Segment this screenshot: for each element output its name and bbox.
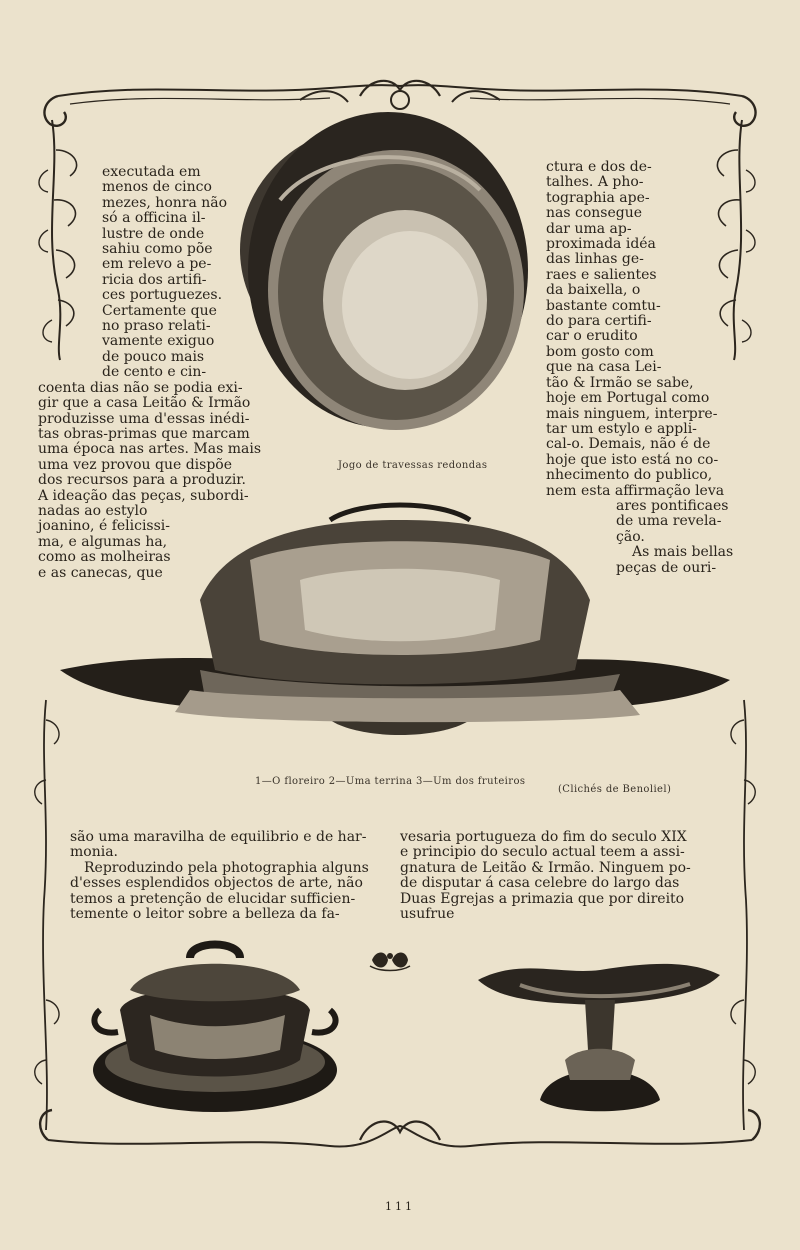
text-line: ricia dos artifi- <box>102 271 207 288</box>
text-line: só a officina il- <box>102 210 206 227</box>
text-line: proximada idéa <box>546 236 656 253</box>
text-line: sahiu como põe <box>102 241 213 258</box>
text-line: ctura e dos de- <box>546 159 652 175</box>
text-line: de disputar á casa celebre do largo das <box>400 875 680 892</box>
text-line: do para certifi- <box>546 313 652 330</box>
text-line: mezes, honra não <box>102 194 228 211</box>
text-line: que na casa Lei- <box>546 359 662 376</box>
text-line: As mais bellas <box>632 544 734 561</box>
text-line: vamente exiguo <box>102 333 215 350</box>
text-line: das linhas ge- <box>546 251 644 268</box>
text-line: nas consegue <box>546 205 643 222</box>
text-line: de pouco mais <box>102 348 205 365</box>
article-left-column <box>38 165 266 581</box>
text-line: de uma revela- <box>616 513 722 530</box>
text-line: tão & Irmão se sabe, <box>546 374 694 391</box>
text-line: car o erudito <box>546 328 638 345</box>
text-line: de cento e cin- <box>102 364 207 381</box>
text-line: Certamente que <box>102 302 217 319</box>
text-line: como as molheiras <box>38 549 171 566</box>
text-line: uma época nas artes. Mas mais <box>38 441 262 458</box>
text-line: tas obras-primas que marcam <box>38 425 250 442</box>
text-line: ção. <box>616 528 645 545</box>
text-line: uma vez provou que dispõe <box>38 456 233 473</box>
text-line: usufrue <box>400 906 455 923</box>
text-line: no praso relati- <box>102 318 211 335</box>
text-line: da baixella, o <box>546 282 641 299</box>
caption-platters: Jogo de travessas redondas <box>338 460 488 471</box>
text-line: joanino, é felicissi- <box>38 518 171 535</box>
page-number: 111 <box>385 1200 415 1213</box>
text-line: tar um estylo e appli- <box>546 420 697 437</box>
text-line: menos de cinco <box>102 179 212 196</box>
text-line: e as canecas, que <box>38 564 163 581</box>
text-line: dar uma ap- <box>546 220 632 237</box>
text-line: nhecimento do publico, <box>546 467 713 484</box>
text-line: hoje que isto está no co- <box>546 451 719 468</box>
text-line: temos a pretenção de elucidar sufficien- <box>70 890 356 907</box>
text-line: vesaria portugueza do fim do seculo XIX <box>400 829 687 845</box>
text-line: e principio do seculo actual teem a assi- <box>400 844 685 861</box>
text-line: Duas Egrejas a primazia que por direito <box>400 890 685 907</box>
text-line: hoje em Portugal como <box>546 390 710 407</box>
text-line: lustre de onde <box>102 225 205 242</box>
text-line: ares pontificaes <box>616 497 729 514</box>
text-line: coenta dias não se podia exi- <box>38 379 243 396</box>
text-line: temente o leitor sobre a belleza da fa- <box>70 906 340 923</box>
text-line: talhes. A pho- <box>546 174 644 191</box>
text-line: A ideação das peças, subordi- <box>38 487 249 504</box>
text-line: ma, e algumas ha, <box>38 533 168 550</box>
text-line: dos recursos para a produzir. <box>38 472 246 489</box>
text-line: cal-o. Demais, não é de <box>546 436 711 453</box>
text-line: bastante comtu- <box>546 297 661 314</box>
text-line: Reproduzindo pela photographia alguns <box>84 859 369 876</box>
article-bottom-left <box>70 830 375 922</box>
text-line: ces portuguezes. <box>102 287 223 304</box>
text-line: executada em <box>102 164 201 180</box>
text-line: produzisse uma d'essas inédi- <box>38 410 250 427</box>
text-line: nadas ao estylo <box>38 502 148 519</box>
text-line: mais ninguem, interpre- <box>546 405 718 422</box>
text-line: tographia ape- <box>546 189 650 206</box>
text-line: gnatura de Leitão & Irmão. Ninguem po- <box>400 859 691 876</box>
text-line: nem esta affirmação leva <box>546 482 725 499</box>
text-line: gir que a casa Leitão & Irmão <box>38 395 251 412</box>
text-line: bom gosto com <box>546 343 654 360</box>
article-right-column <box>546 160 736 576</box>
caption-centerpiece: 1—O floreiro 2—Uma terrina 3—Um dos fruteiros <box>255 776 526 787</box>
text-line: d'esses esplendidos objectos de arte, não <box>70 875 363 892</box>
caption-photo-credit: (Clichés de Benoliel) <box>558 784 672 795</box>
text-line: monia. <box>70 844 118 861</box>
text-line: peças de ouri- <box>616 559 717 576</box>
text-line: raes e salientes <box>546 266 657 283</box>
text-line: em relevo a pe- <box>102 256 212 273</box>
text-line: são uma maravilha de equilibrio e de har- <box>70 829 367 845</box>
article-bottom-right <box>400 830 708 922</box>
